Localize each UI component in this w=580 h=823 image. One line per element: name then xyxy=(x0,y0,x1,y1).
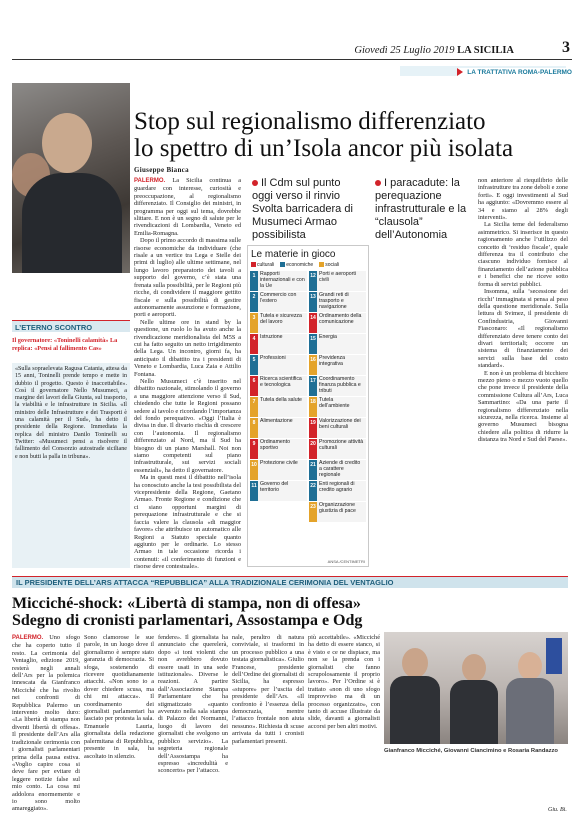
materia-item xyxy=(309,439,366,459)
article2-column-4: nale, peraltro di natura conviviale, si trasformi in un processo pubblico a una testata giornalistica». Giulio Francese, presidente dell’Ordine dei giornalisti di Sicilia, ha espresso «stupore» per l’uscita del presidente dell’Ars. «Il confronto è l’essenza della democrazia, mentre l’attacco frontale non aiuta nessuno». Richiesta di scuse arrivata da tutti i cronisti parlamentari presenti. xyxy=(232,634,304,745)
legend-item-economiche xyxy=(280,262,313,268)
article-column-3 xyxy=(478,177,568,569)
infographic-left-column xyxy=(250,271,307,522)
article2-column-2: Sono clamorose le sue parole, in un luogo dove il giornalismo è sempre stato garanzia di democrazia. Si sfoga, sostenendo di ricevere quotidianamente attacchi. «Non sono io a dover chiedere scusa, ma chi mi attacca». Il coordinamento dei giornalisti parlamentari ha lasciato per protesta la sala. Emanuele Lauria, giornalista della redazione palermitana di Repubblica, presente in sala, ha ascoltato in silenzio. xyxy=(84,634,154,760)
materia-item xyxy=(250,292,307,312)
materia-item xyxy=(309,397,366,417)
materia-label: Tutela della salute xyxy=(258,397,307,417)
page-number: 3 xyxy=(562,39,570,56)
materia-label: Rapporti internazionali e con la Ue xyxy=(258,271,307,291)
materia-item xyxy=(309,481,366,501)
materia-item xyxy=(250,418,307,438)
materia-item xyxy=(309,355,366,375)
masthead xyxy=(12,39,572,60)
bullet-icon xyxy=(252,180,258,186)
materia-label: Valorizzazione dei beni culturali xyxy=(317,418,366,438)
materia-number: 10 xyxy=(250,460,258,480)
pull-quote-2: I paracadute: la perequazione infrastrutturale e la “clausola” dell’Autonomia xyxy=(375,177,467,241)
bullet-icon xyxy=(375,180,381,186)
legend-label: culturali xyxy=(257,262,275,268)
materia-number: 22 xyxy=(309,481,317,501)
infographic-source: ANSA /CENTIMETRI xyxy=(327,559,365,564)
paragraph: Dopo il primo accordo di massima sulle risorse economiche da individuare (che risale a un vertice tra Lega e Stelle dei primi di luglio) alle ultime settimane, nel lungo lavoro preparatorio dei tavoli a supporto del governo, c’è stata una frenata sulla possibilità, per le Regioni più ricche, di condividere il maggiore gettito fiscale e sulla possibilità di gestire autonomamente assunzione e formazione, porti e aeroporti. xyxy=(134,237,241,319)
sidebar-subtitle: Il governatore: «Toninelli calamità» La replica: «Pensi al fallimento Cas» xyxy=(12,337,118,352)
materia-number: 8 xyxy=(250,418,258,438)
materia-label: Organizzazione giustizia di pace xyxy=(317,502,366,522)
headline-line-2: lo spettro di un’Isola ancor più isolata xyxy=(134,135,514,162)
materia-number: 7 xyxy=(250,397,258,417)
materia-number: 23 xyxy=(309,502,317,522)
materia-item xyxy=(250,481,307,501)
infographic-title: Le materie in gioco xyxy=(251,249,336,260)
materia-label: Tutela e sicurezza del lavoro xyxy=(258,313,307,333)
materia-label: Tutela dell’ambiente xyxy=(317,397,366,417)
materie-infographic xyxy=(247,245,369,567)
section-tag xyxy=(457,68,572,76)
paragraph: Nello Musumeci c’è inserito nel dibattito nazionale, stimolando il governo a una maggiore attenzione verso il Sud, chiedendo che tutte le Regioni possano sedere al tavolo e ricordando l’importanza del fondo perequativo. «Oggi l’Italia è divisa in due. Il divario rischia di crescere con l’autonomia. Il regionalismo differenziato al Nord, ma il Sud ha bisogno di un piano Marshall. Noi non siamo competenti sul piano infrastrutturale, sui servizi sociali essenziali», ha detto il governatore. xyxy=(134,377,241,474)
materia-label: Energia xyxy=(317,334,366,354)
materia-number: 21 xyxy=(309,460,317,480)
triangle-icon xyxy=(457,68,463,76)
materia-number: 14 xyxy=(309,313,317,333)
materia-item xyxy=(250,334,307,354)
second-headline xyxy=(12,595,568,629)
materia-number: 6 xyxy=(250,376,258,396)
materia-label: Ordinamento della comunicazione xyxy=(317,313,366,333)
legend-label: sociali xyxy=(325,262,340,268)
paragraph: Ma in questi mesi il dibattito nell’isola ha conosciuto anche la tesi possibilista del vicepresidente della Regione, Gaetano Armao. Fronte Regione e condizione che ci siano opportuni margini di perequazione infrastrutturale e che si faccia valere la clausola «di maggior favore» che attribuisce un automatico alle Regioni a Statuto speciale quanto aggiunto per le ordinarie. Lo stesso Armao in tale occasione ricorda i contenuti: «il conferimento di funzioni e risorse deve contestuale». xyxy=(134,474,241,569)
issue-date: Giovedì 25 Luglio 2019 LA SICILIA xyxy=(354,45,514,56)
materia-number: 20 xyxy=(309,439,317,459)
materia-label: Aziende di credito a carattere regionale xyxy=(317,460,366,480)
materia-label: Commercio con l’estero xyxy=(258,292,307,312)
section-label: LA TRATTATIVA ROMA-PALERMO xyxy=(467,68,572,76)
materia-item xyxy=(309,292,366,312)
sidebar-body: «Sulla sopraelevata Ragusa Catania, attesa da 15 anni, Toninelli prende tempo e mette in dubbio il progetto. Questo è inaccettabile». Così il governatore Nello Musumeci, a margine dei lavori della Giunta, sul trasporto, la viabilità e le infrastrutture in Sicilia. «Il ministro delle Infrastrutture e dei Trasporti è una calamità per il Sud», ha detto il presidente della Regione. Immediata la replica del ministro Danilo Toninelli su Twitter: «Musumeci pensi a risolvere il fallimento del Consorzio autostrade siciliane e non butti la palla in tribuna». xyxy=(12,363,130,568)
materia-label: Enti regionali di credito agrario xyxy=(317,481,366,501)
paragraph: E non è un problema di bicchiere mezzo pieno o mezzo vuoto quello che pone invece il presidente della commissione Cultura all’Ars, Luca Sammartino: «Da una parte il regionalismo differenziato nella sicurezza, nella ricerca. Insieme al governo Musumeci bisogna chiedere alla politica di ridurre la distanza tra Nord e Sud del Paese». xyxy=(478,369,568,444)
paragraph: Insomma, sulla ‘secessione dei ricchi’ immaginata si pensa al peso della questione meridionale. Sulla lettura di Svimez, il presidente di Confindustria, Giovanni Fiasconaro: «Il regionalismo differenziato deve tenere conto dei divari territoriali; occorre un sistema di finanziamento dei servizi sulla base del costo standard». xyxy=(478,288,568,370)
paragraph: Nelle ultime ore in stand by la questione, un ruolo lo ha avuto anche la rivendicazione meridionalista del M5S a cui ha fatto seguito un netto irrigidimento della Lega. Un incontro, giorni fa, ha anticipato il dibattito tra i presidenti di Veneto e Lombardia, Luca Zaia e Attilio Fontana. xyxy=(134,318,241,378)
materia-label: Ordinamento sportivo xyxy=(258,439,307,459)
materia-label: Coordinamento finanza pubblica e tributi xyxy=(317,376,366,396)
materia-label: Istruzione xyxy=(258,334,307,354)
materia-item xyxy=(250,313,307,333)
headline-line-1: Stop sul regionalismo differenziato xyxy=(134,108,486,135)
photo-caption: Gianfranco Micciché, Giovanni Ciancimino e Rosaria Randazzo xyxy=(384,748,558,754)
materia-item xyxy=(250,460,307,480)
materia-number: 3 xyxy=(250,313,258,333)
materia-item xyxy=(309,376,366,396)
article2-column-3: fendere». Il giornalista ha annunciato che querelerà, dopo «i toni violenti che non avrebbero dovuto essere usati in una sede istituzionale». Diverse le reazioni. A partire dall’Associazione Stampa Parlamentare che ha stigmatizzato «quanto avvenuto nella sala stampa di Palazzo dei Normanni, luogo di lavoro dei giornalisti che svolgono un pubblico servizio». La segreteria regionale dell’Assostampa ha espresso «incredulità e sconcerto» per l’attacco. xyxy=(158,634,228,775)
materia-label: Professioni xyxy=(258,355,307,375)
paper-name: LA SICILIA xyxy=(457,45,514,56)
article-column-1 xyxy=(134,177,241,569)
infographic-legend xyxy=(248,262,368,271)
materia-label: Ricerca scientifica e tecnologica xyxy=(258,376,307,396)
materia-item xyxy=(309,313,366,333)
materia-item xyxy=(309,460,366,480)
materia-number: 4 xyxy=(250,334,258,354)
materia-label: Grandi reti di trasporto e navigazione xyxy=(317,292,366,312)
legend-swatch xyxy=(319,262,324,267)
infographic-right-column xyxy=(309,271,366,522)
materia-item xyxy=(309,334,366,354)
materia-number: 1 xyxy=(250,271,258,291)
materia-label: Alimentazione xyxy=(258,418,307,438)
materia-item xyxy=(309,271,366,291)
legend-swatch xyxy=(251,262,256,267)
paragraph: non anteriore al riequilibrio delle infrastrutture tra zone deboli e zone forti». E oggi investimenti al Sud ha aggiunto: «Dovremmo essere al 34 e siamo al 28% degli interventi». xyxy=(478,177,568,222)
materia-label: Protezione civile xyxy=(258,460,307,480)
article-headline xyxy=(134,108,574,162)
materia-label: Governo del territorio xyxy=(258,481,307,501)
materia-number: 15 xyxy=(309,334,317,354)
legend-label: economiche xyxy=(286,262,314,268)
materia-number: 16 xyxy=(309,355,317,375)
materia-label: Previdenza integrativa xyxy=(317,355,366,375)
bottom-section-bar: IL PRESIDENTE DELL’ARS ATTACCA “REPUBBLICA” ALLA TRADIZIONALE CERIMONIA DEL VENTAGLIO xyxy=(12,576,568,588)
article-signature: Giu. Bi. xyxy=(548,807,567,813)
materia-number: 11 xyxy=(250,481,258,501)
article2-column-1: PALERMO. Uno sfogo che ha coperto tutto il resto. La cerimonia del Ventaglio, edizione 2019, resterà negli annali dell’Ars per la polemica innescata da Gianfranco Micciché che ha rivolto nei confronti di Repubblica Palermo un intervento molto duro: «La libertà di stampa non diventi libertà di offesa». Il presidente dell’Ars alla tradizionale cerimonia con i giornalisti parlamentari prima della pausa estiva. «Voglio capire cosa si deve fare per evitare di leggere notizie false sul mio conto. La cosa mi addolora enormemente e io sono molto amareggiato». xyxy=(12,634,80,812)
legend-swatch xyxy=(280,262,285,267)
materia-item xyxy=(250,439,307,459)
materia-number: 18 xyxy=(309,397,317,417)
materia-number: 13 xyxy=(309,292,317,312)
sidebar-title: L’ETERNO SCONTRO xyxy=(12,320,130,332)
materia-number: 9 xyxy=(250,439,258,459)
materia-item xyxy=(309,418,366,438)
materia-number: 2 xyxy=(250,292,258,312)
pull-quote-1: Il Cdm sul punto oggi verso il rinvio Svolta barricadera di Musumeci Armao possibilista xyxy=(252,177,353,241)
materia-item xyxy=(309,502,366,522)
musumeci-photo xyxy=(12,83,130,273)
ventaglio-photo xyxy=(384,632,568,744)
headline2-line-2: Sdegno di cronisti parlamentari, Assostampa e Odg xyxy=(12,612,363,629)
paragraph: La Sicilia teme del federalismo asimmetrico. Si inserisce in questo ragionamento anche l’utilizzo del concetto di ‘residuo fiscale’, quale differenza tra il contributo che ciascuno individuo fornisce al finanziamento dell’azione pubblica e i benefici che ne riceve sotto forma di servizi pubblici. xyxy=(478,221,568,288)
materia-number: 17 xyxy=(309,376,317,396)
materia-item xyxy=(250,376,307,396)
legend-item-culturali xyxy=(251,262,274,268)
materia-number: 5 xyxy=(250,355,258,375)
dateline: PALERMO. xyxy=(12,635,44,641)
article2-column-5: più accettabile». «Micciché ha detto di essere stanco, si è visto e ce ne dispiace, ma non se la prenda con i giornalisti che fanno scrupolosamente il proprio lavoro». Per l’Ordine si è trattato «non di uno sfogo improvviso ma di un processo organizzato», con tanto di accuse illustrate da slide, davanti a giornalisti accorsi per ben altri motivi. xyxy=(308,634,380,730)
headline2-line-1: Micciché-shock: «Libertà di stampa, non di offesa» xyxy=(12,595,361,612)
materia-item xyxy=(250,355,307,375)
paragraph: PALERMO. La Sicilia continua a guardare con interesse, curiosità e preoccupazione, al regionalismo differenziato. Il Consiglio dei ministri, in programma per oggi sul tema, dovrebbe slittare. E non è un segno di salute per le rivendicazioni di Lombardia, Veneto ed Emilia-Romagna. xyxy=(134,177,241,237)
materia-number: 12 xyxy=(309,271,317,291)
dateline: PALERMO. xyxy=(134,178,166,184)
byline: Giuseppe Bianca xyxy=(134,166,189,174)
materia-number: 19 xyxy=(309,418,317,438)
materia-item xyxy=(250,397,307,417)
materia-label: Porti e aeroporti civili xyxy=(317,271,366,291)
legend-item-sociali xyxy=(319,262,339,268)
materia-item xyxy=(250,271,307,291)
materia-label: Promozione attività culturali xyxy=(317,439,366,459)
